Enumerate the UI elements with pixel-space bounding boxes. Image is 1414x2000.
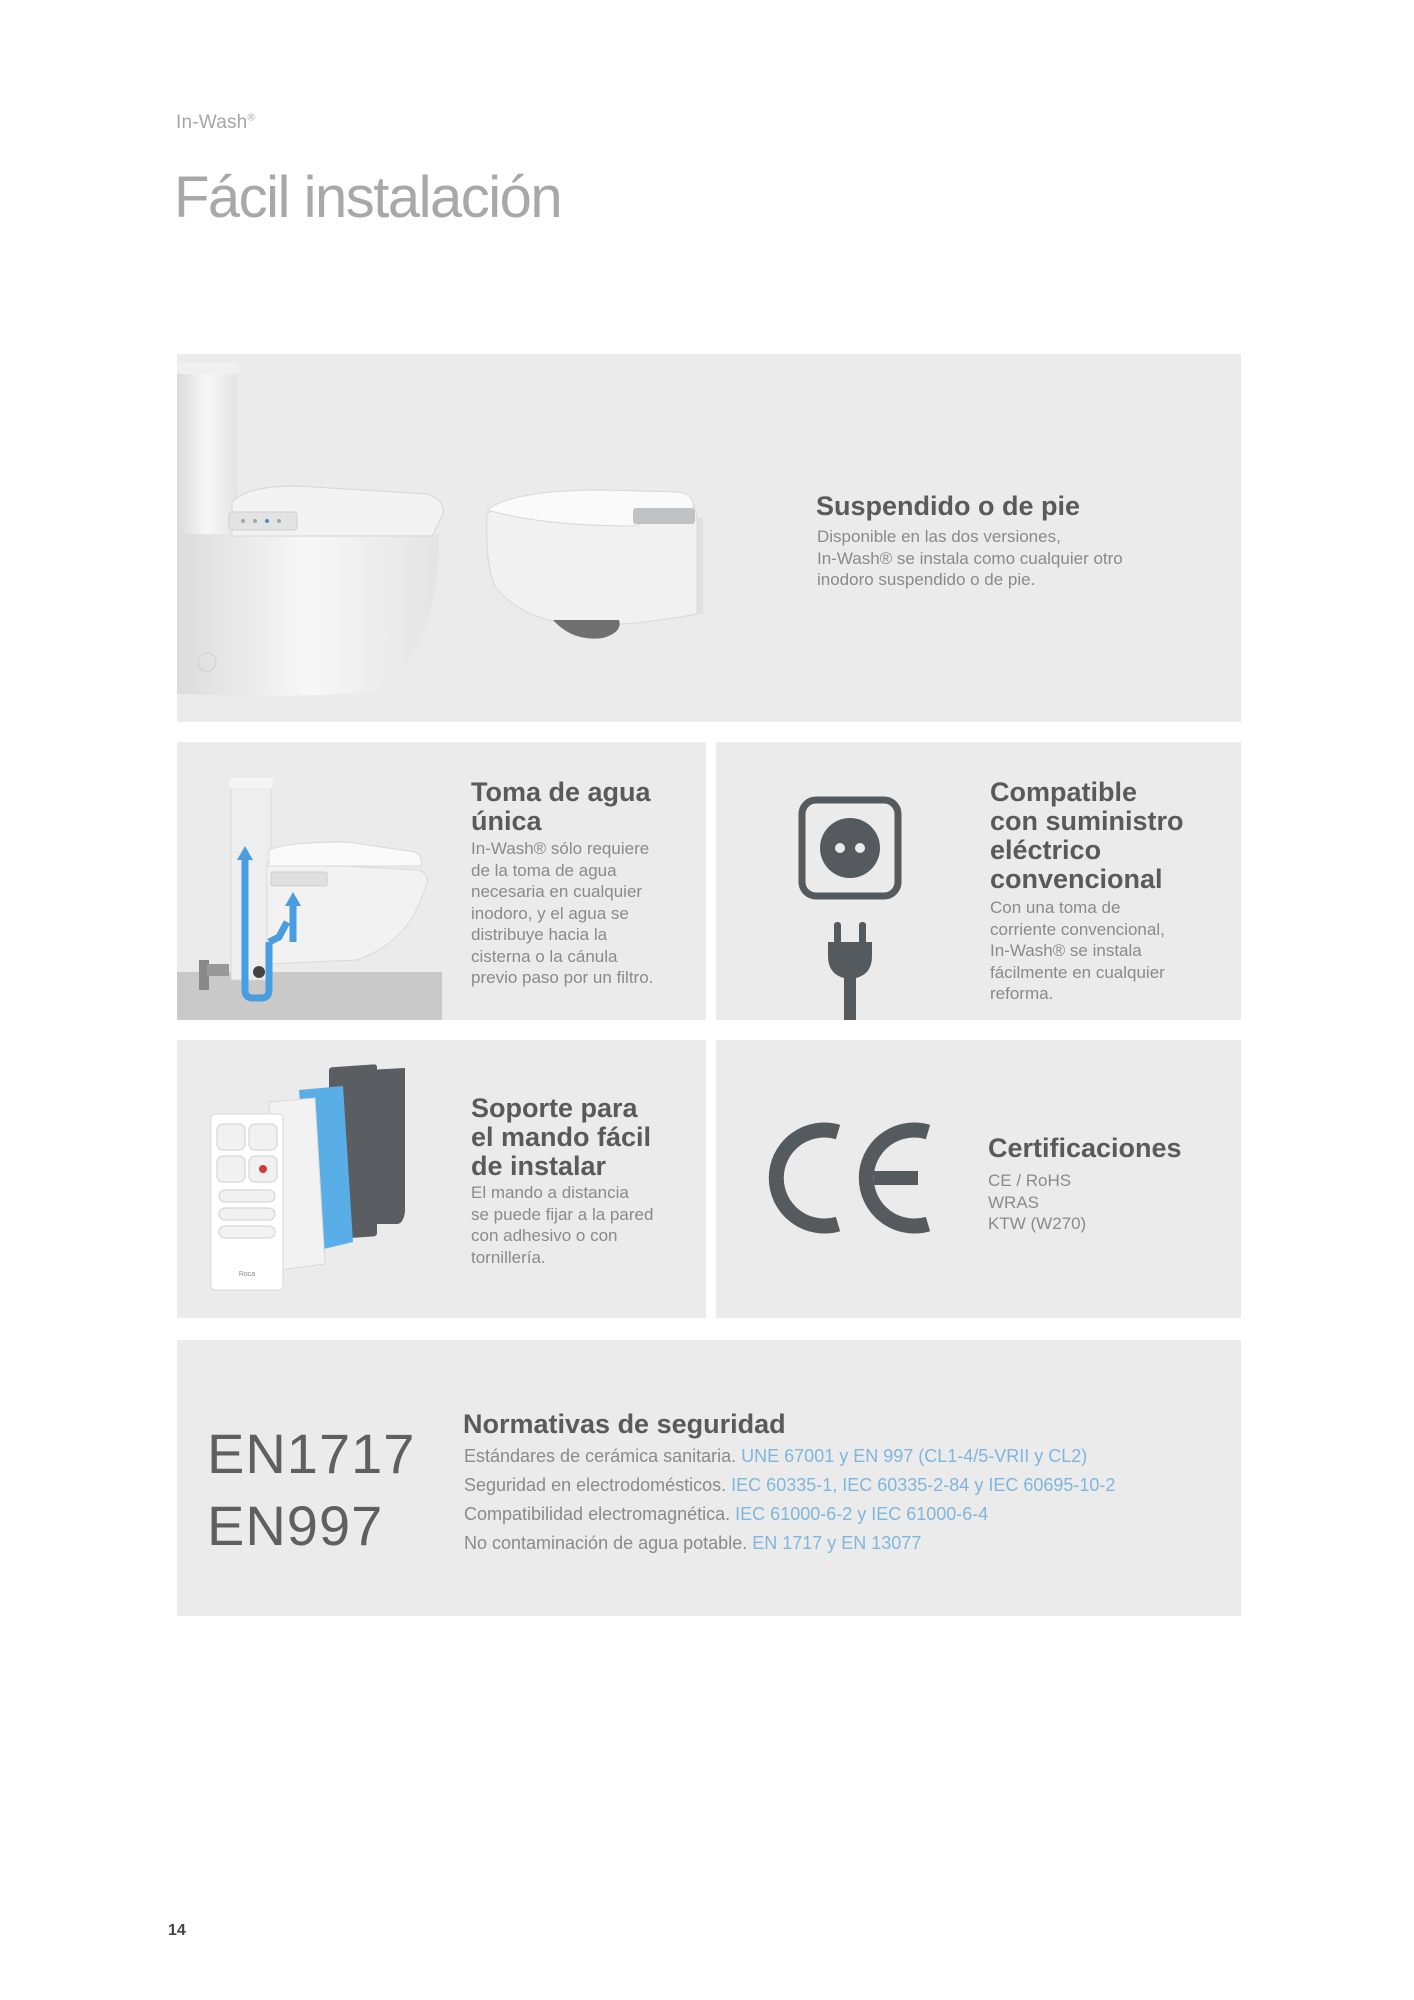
norm-code-en997: EN997 bbox=[207, 1494, 384, 1557]
norm-line: Estándares de cerámica sanitaria. UNE 67001 y EN 997 (CL1-4/5-VRII y CL2) bbox=[464, 1446, 1088, 1466]
feature-panel-norms bbox=[177, 1340, 1241, 1616]
feature-panel-remote bbox=[177, 1040, 706, 1318]
feature-panel-water bbox=[177, 742, 706, 1020]
plug-icon bbox=[826, 922, 874, 1020]
electric-title: Compatible con suministro eléctrico convencional bbox=[990, 777, 1184, 894]
page-title: Fácil instalación bbox=[174, 165, 562, 230]
electrical-socket-icon bbox=[798, 796, 902, 900]
mounting-body: Disponible en las dos versiones, In-Wash® se instala como cualquier otro inodoro suspendido o de pie. bbox=[817, 527, 1123, 589]
remote-logo-text: Roca bbox=[238, 1271, 256, 1278]
water-body: In-Wash® sólo requiere de la toma de agua necesaria en cualquier inodoro, y el agua se distribuye hacia la cisterna o la cánula previo paso por un filtro. bbox=[471, 839, 654, 987]
certifications-title: Certificaciones bbox=[988, 1133, 1182, 1163]
page-number: 14 bbox=[168, 1922, 186, 1939]
remote-body: El mando a distancia se puede fijar a la pared con adhesivo o con tornillería. bbox=[471, 1183, 654, 1267]
ce-mark-icon bbox=[768, 1122, 938, 1234]
water-title: Toma de agua única bbox=[471, 777, 651, 836]
certifications-body: CE / RoHS WRAS KTW (W270) bbox=[988, 1171, 1087, 1233]
feature-panel-certifications bbox=[716, 1040, 1241, 1318]
brand-label: In-Wash® bbox=[176, 112, 256, 133]
mounting-title: Suspendido o de pie bbox=[816, 491, 1081, 521]
remote-title: Soporte para el mando fácil de instalar bbox=[471, 1093, 652, 1181]
feature-panel-mounting bbox=[177, 354, 1241, 722]
water-intake-illustration bbox=[177, 742, 442, 1020]
floor-standing-toilet-image bbox=[177, 354, 477, 722]
wall-hung-toilet-image bbox=[483, 474, 743, 684]
feature-panel-electric bbox=[716, 742, 1241, 1020]
electric-body: Con una toma de corriente convencional, In-Wash® se instala fácilmente en cualquier reforma. bbox=[990, 898, 1165, 1003]
norm-line: Compatibilidad electromagnética. IEC 61000-6-2 y IEC 61000-6-4 bbox=[464, 1504, 989, 1524]
remote-control-image bbox=[207, 1064, 417, 1294]
norm-line: Seguridad en electrodomésticos. IEC 60335-1, IEC 60335-2-84 y IEC 60695-10-2 bbox=[464, 1475, 1116, 1495]
norm-line: No contaminación de agua potable. EN 1717 y EN 13077 bbox=[464, 1533, 922, 1553]
norms-title: Normativas de seguridad bbox=[463, 1409, 786, 1439]
norm-code-en1717: EN1717 bbox=[207, 1422, 416, 1485]
